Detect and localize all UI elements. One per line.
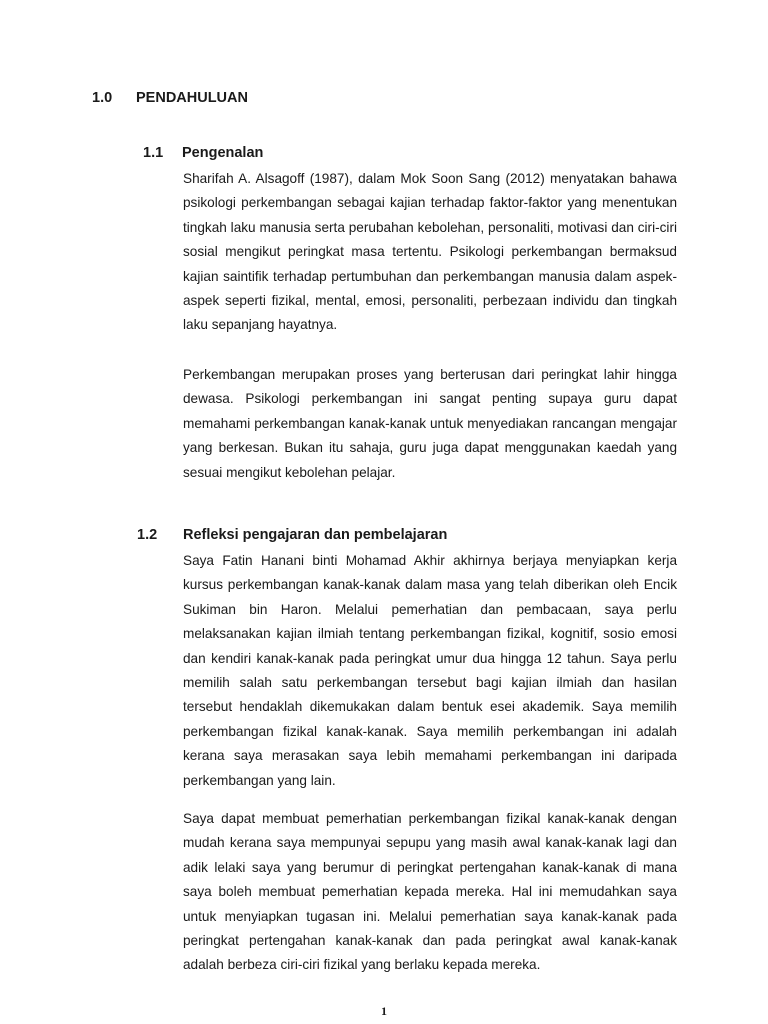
paragraph: Sharifah A. Alsagoff (1987), dalam Mok Soon Sang (2012) menyatakan bahawa psikologi perkembangan sebagai kajian terhadap faktor-faktor yang menentukan tingkah laku manusia serta perubahan kebolehan, personaliti, motivasi dan ciri-ciri sosial mengikut peringkat masa tertentu. Psikologi perkembangan bermaksud kajian saintifik terhadap pertumbuhan dan perkembangan manusia dalam aspek-aspek seperti fizikal, mental, emosi, personaliti, perbezaan individu dan tingkah laku sepanjang hayatnya. <box>183 171 677 333</box>
paragraph: Saya Fatin Hanani binti Mohamad Akhir akhirnya berjaya menyiapkan kerja kursus perkembangan kanak-kanak dalam masa yang telah diberikan oleh Encik Sukiman bin Haron. Melalui pemerhatian dan pembacaan, saya perlu melaksanakan kajian ilmiah tentang perkembangan fizikal, kognitif, sosio emosi dan kendiri kanak-kanak pada peringkat umur dua hingga 12 tahun. Saya perlu memilih salah satu perkembangan tersebut bagi kajian ilmiah dan hasilan tersebut hendaklah dikemukakan dalam bentuk esei akademik. Saya memilih perkembangan fizikal kanak-kanak. Saya memilih perkembangan ini adalah kerana saya merasakan saya lebih memahami perkembangan ini daripada perkembangan yang lain. <box>183 553 677 788</box>
paragraph: Perkembangan merupakan proses yang berterusan dari peringkat lahir hingga dewasa. Psikologi perkembangan ini sangat penting supaya guru dapat memahami perkembangan kanak-kanak untuk menyediakan rancangan mengajar yang berkesan. Bukan itu sahaja, guru juga dapat menggunakan kaedah yang sesuai mengikut kebolehan pelajar. <box>183 367 677 480</box>
subsection-number: 1.2 <box>137 527 158 543</box>
subsection-title: Refleksi pengajaran dan pembelajaran <box>183 527 448 543</box>
paragraph: Saya dapat membuat pemerhatian perkembangan fizikal kanak-kanak dengan mudah kerana saya mempunyai sepupu yang masih awal kanak-kanak lagi dan adik lelaki saya yang berumur di peringkat pertengahan kanak-kanak di mana saya boleh membuat pemerhatian kepada mereka. Hal ini memudahkan saya untuk menyiapkan tugasan ini. Melalui pemerhatian saya kanak-kanak pada peringkat pertengahan kanak-kanak dan pada peringkat awal kanak-kanak adalah berbeza ciri-ciri fizikal yang berlaku kepada mereka. <box>183 811 677 973</box>
subsection-heading-refleksi <box>137 527 447 543</box>
section-heading <box>92 90 248 106</box>
section-number: 1.0 <box>92 90 113 106</box>
page-number: 1 <box>381 1004 387 1018</box>
subsection-heading-pengenalan <box>143 145 263 161</box>
subsection-title: Pengenalan <box>182 145 264 161</box>
subsection-number: 1.1 <box>143 145 164 161</box>
section-title: PENDAHULUAN <box>136 90 248 106</box>
